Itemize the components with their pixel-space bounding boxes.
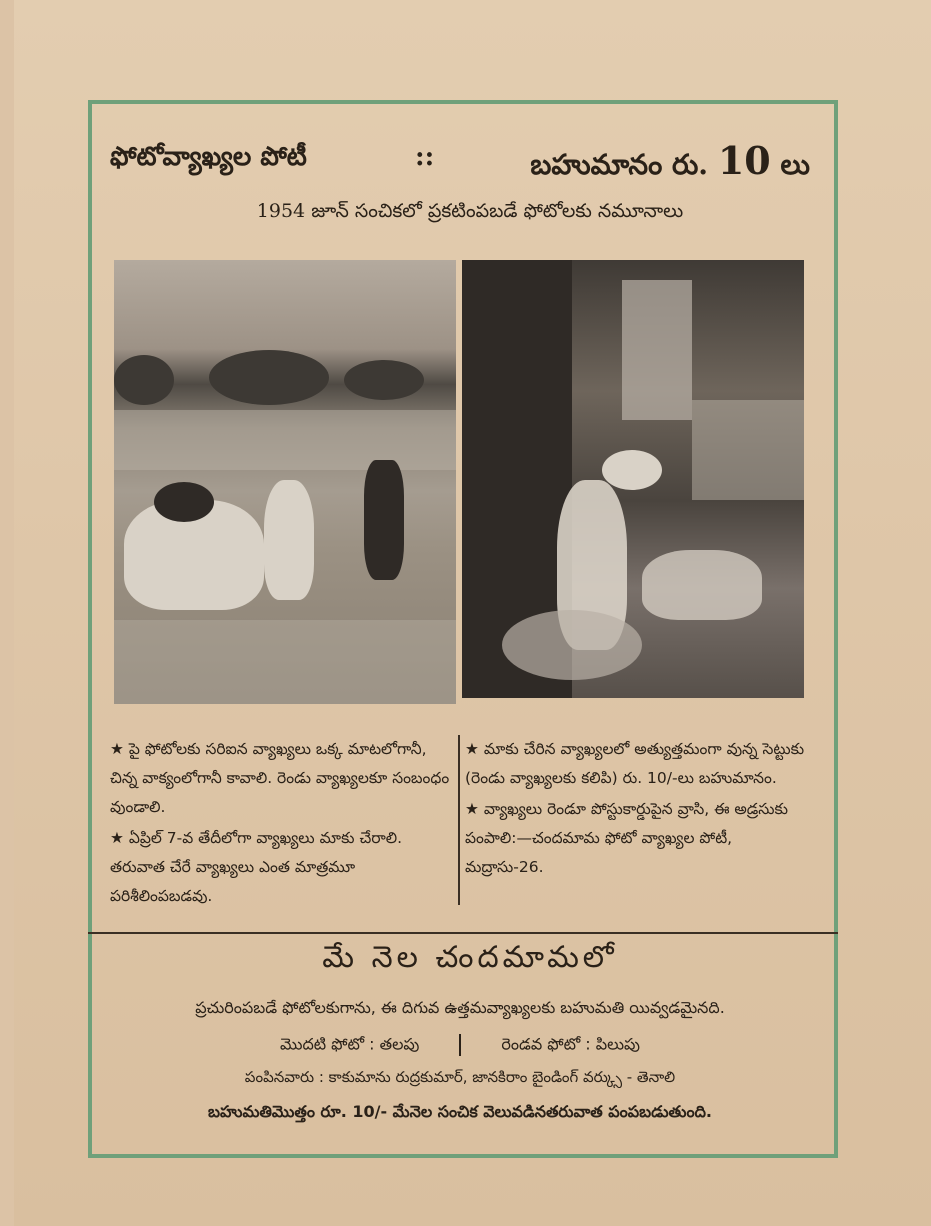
rules-left-column <box>110 735 455 913</box>
header <box>110 138 810 188</box>
emblem-plate <box>602 450 662 490</box>
water-shape <box>114 410 456 470</box>
boy-figure <box>364 460 404 580</box>
second-photo-caption: రెండవ ఫోటో : పిలుపు <box>501 1034 640 1054</box>
tree-shape <box>209 350 329 405</box>
prize-heading <box>530 138 810 188</box>
prize-amount: 10 <box>717 138 771 183</box>
rules-right-column <box>465 735 810 884</box>
photo-dogs-at-train <box>462 260 804 698</box>
cab-window <box>622 280 692 420</box>
boiler-shape <box>692 400 804 500</box>
caption-separator <box>459 1034 461 1056</box>
rule-text: ★ వ్యాఖ్యలు రెండూ పోస్టుకార్డుపైన వ్రాసి, ఈ అడ్రసుకు పంపాలి:—చందమామ ఫోటో వ్యాఖ్యల పోటీ, మద్రాసు-26. <box>465 800 788 876</box>
column-divider <box>458 735 460 905</box>
tree-shape <box>344 360 424 400</box>
photo-men-on-riverbank <box>114 260 456 704</box>
sender-line: పంపినవారు : కాకుమాను రుద్రకుమార్, జానకిరాం బైండింగ్ వర్క్సు - తెనాలి <box>244 1068 676 1086</box>
section-divider <box>88 932 838 934</box>
ground-shape <box>114 620 456 704</box>
result-intro: ప్రచురింపబడే ఫోటోలకుగాను, ఈ దిగువ ఉత్తమవ్యాఖ్యలకు బహుమతి యివ్వడమైనది. <box>195 998 725 1017</box>
rule-text: ★ ఏప్రిల్ 7-వ తేదీలోగా వ్యాఖ్యలు మాకు చేరాలి. తరువాత చేరే వ్యాఖ్యలు ఎంత మాత్రమూ పరిశీలింపబడవు. <box>110 829 403 905</box>
standing-figure <box>264 480 314 600</box>
tree-shape <box>114 355 174 405</box>
header-separator: :: <box>415 142 435 172</box>
rule-text: ★ పై ఫోటోలకు సరిఐన వ్యాఖ్యలు ఒక్క మాటలోగానీ, చిన్న వాక్యంలోగానీ కావాలి. రెండు వ్యాఖ్యలకూ సంబంధం వుండాలి. <box>110 740 450 816</box>
prize-label: బహుమానం రు. <box>530 148 709 181</box>
winning-captions <box>100 1034 820 1058</box>
contest-title: ఫోటోవ్యాఖ్యల పోటీ <box>110 142 307 172</box>
rule-text: ★ మాకు చేరిన వ్యాఖ్యలలో అత్యుత్తమంగా వున్న సెట్టుకు (రెండు వ్యాఖ్యలకు కలిపి) రు. 10/-లు బహుమానం. <box>465 740 805 787</box>
footer-note: బహుమతిమొత్తం రూ. 10/- మేనెల సంచిక వెలువడినతరువాత పంపబడుతుంది. <box>208 1102 712 1121</box>
dust-cloud <box>502 610 642 680</box>
turban-shape <box>154 482 214 522</box>
subtitle: 1954 జూన్ సంచికలో ప్రకటింపబడే ఫోటోలకు నమూనాలు <box>256 200 684 222</box>
dog-figure <box>642 550 762 620</box>
first-photo-caption: మొదటి ఫోటో : తలపు <box>279 1034 420 1054</box>
result-heading: మే నెల చందమామలో <box>322 940 618 975</box>
prize-suffix: లు <box>780 148 810 181</box>
